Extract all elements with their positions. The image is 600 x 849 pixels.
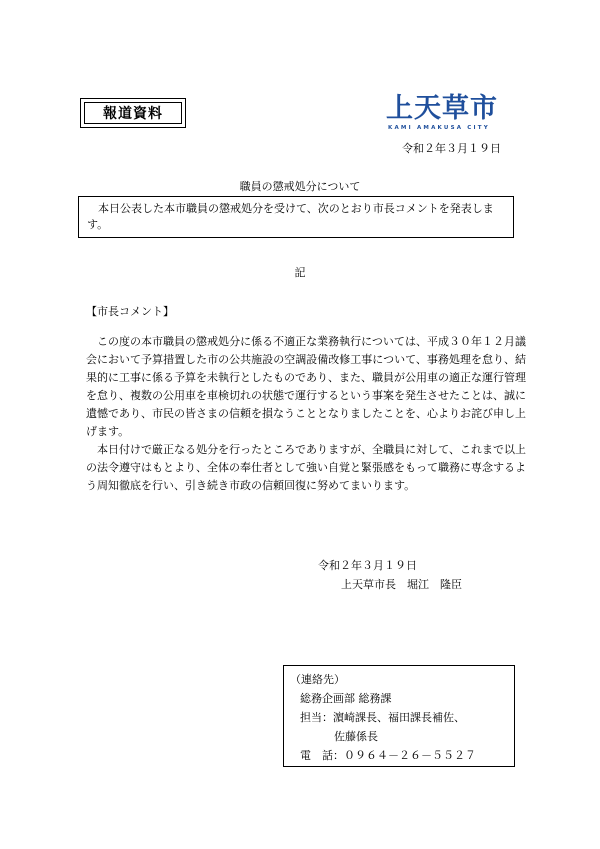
comment-paragraph: 本日付けで厳正なる処分を行ったところでありますが、全職員に対して、これまで以上の法令遵守はもとより、全体の奉仕者として強い自覚と緊張感をもって職務に専念するよう周知徹底を行い、引き続き市政の信頼回復に努めてまいります。	[86, 443, 526, 492]
contact-box	[283, 665, 515, 767]
contact-person-line2: 佐藤係長	[334, 730, 378, 743]
city-logo	[386, 94, 516, 136]
contact-phone: 電 話：０９６４－２６－５５２７	[300, 749, 476, 762]
ki-marker: 記	[294, 266, 306, 279]
release-date: 令和２年３月１９日	[402, 142, 501, 155]
city-logo-text: 上天草市	[386, 93, 498, 124]
press-release-badge-label: 報道資料	[84, 102, 182, 124]
city-logo-romaji: KAMI AMAKUSA CITY	[388, 125, 490, 131]
press-release-badge	[80, 98, 186, 128]
contact-person-line1: 担当：濵崎課長、福田課長補佐、	[300, 711, 465, 724]
contact-department: 総務企画部 総務課	[300, 692, 392, 705]
mayor-comment-body	[86, 333, 526, 495]
document-subject: 職員の懲戒処分について	[239, 180, 361, 193]
signature-name: 上天草市長 堀江 隆臣	[341, 578, 462, 591]
comment-paragraph: この度の本市職員の懲戒処分に係る不適正な業務執行については、平成３０年１２月議会において予算措置した市の公共施設の空調設備改修工事について、事務処理を怠り、結果的に工事に係る予算を未執行としたものであり、また、職員が公用車の適正な運行管理を怠り、複数の公用車を車検切れの状態で運行するという事案を発生させたことは、誠に遺憾であり、市民の皆さまの信頼を損なうこととなりましたことを、心よりお詫び申し上げます。	[86, 335, 526, 438]
contact-title: （連絡先）	[290, 673, 345, 686]
section-title: 【市長コメント】	[86, 305, 174, 318]
summary-box	[78, 196, 514, 238]
summary-text: 本日公表した本市職員の懲戒処分を受けて、次のとおり市長コメントを発表します。	[87, 202, 494, 231]
signature-date: 令和２年３月１９日	[318, 559, 417, 572]
